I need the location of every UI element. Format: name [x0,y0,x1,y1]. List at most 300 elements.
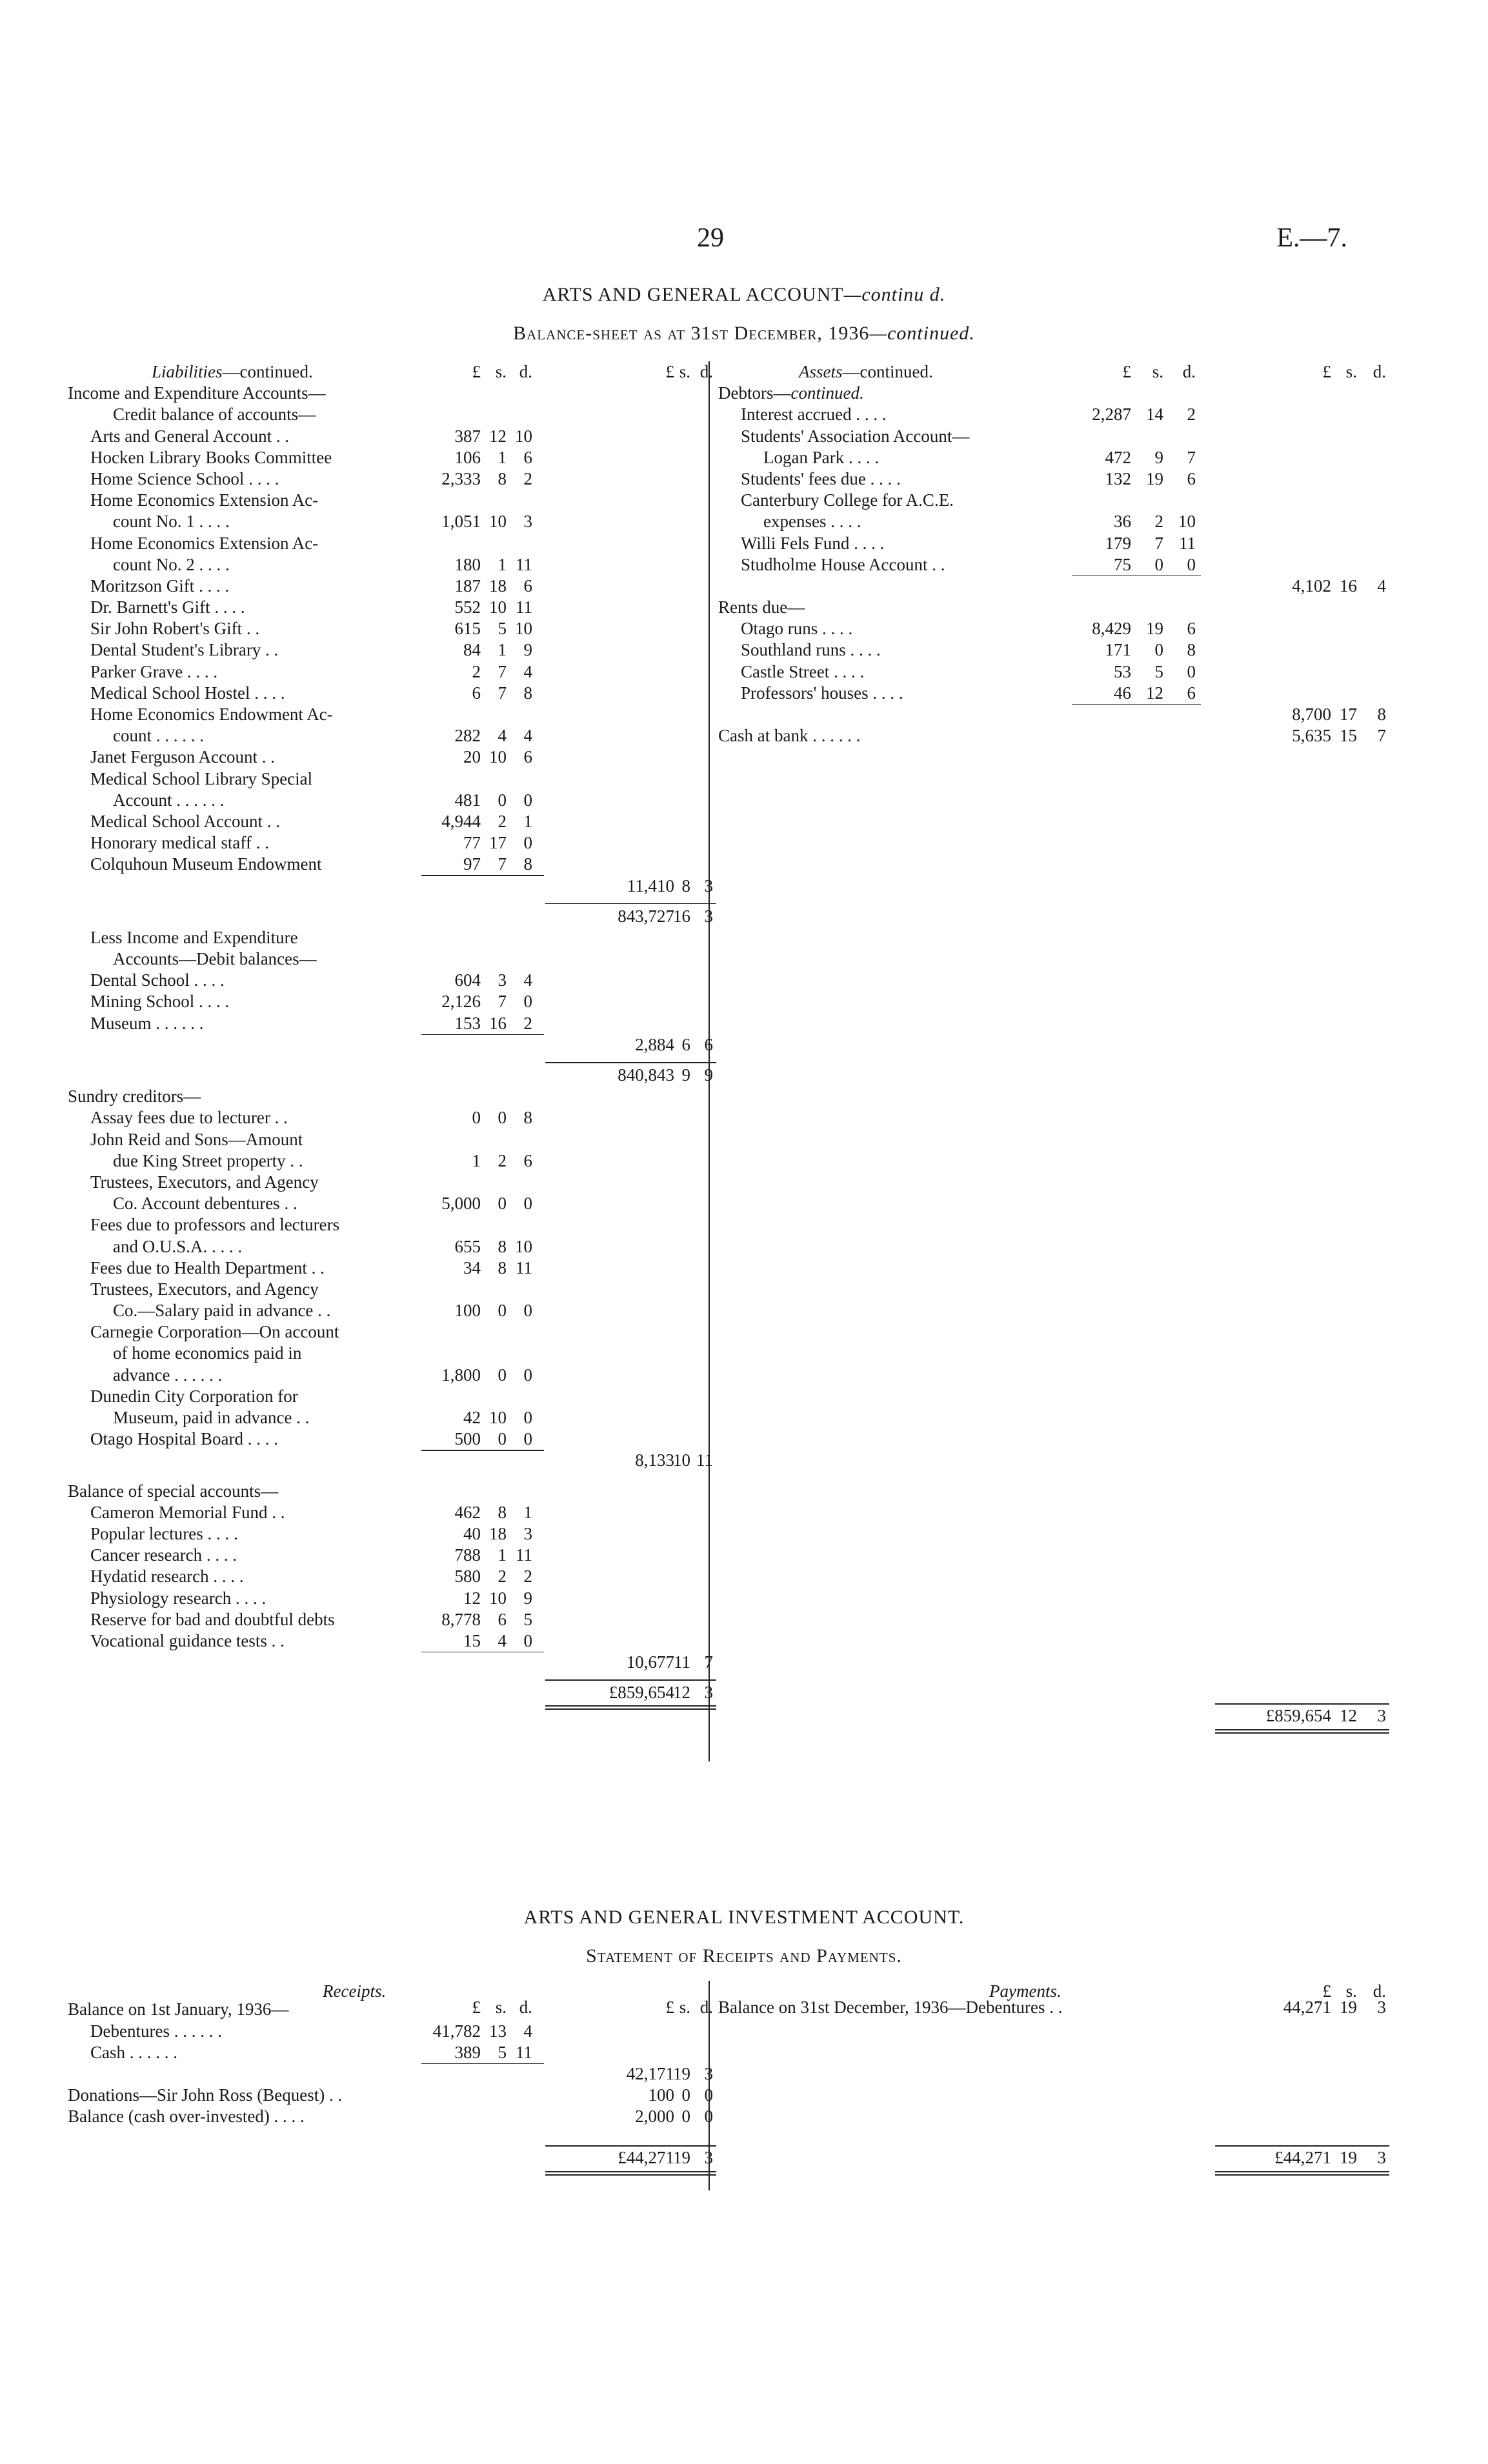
amount-pounds: 4,944 [441,811,481,831]
grand-total-pence: 3 [1377,1706,1386,1725]
row-label: Janet Ferguson Account . . [90,747,275,767]
grand-total-pounds: £859,654 [1265,1706,1331,1725]
amount-pounds: 472 [1105,447,1131,467]
ledger-row [68,1365,700,1386]
amount-pence: 6 [523,447,532,467]
ledger-row [68,533,700,554]
ledger-row [68,576,700,597]
amount-shillings: 10 [489,597,507,617]
total-shillings: 0 [681,2107,690,2127]
total-pence: 7 [1377,726,1386,746]
amount-pence: 4 [523,2021,532,2041]
amount-pounds: 132 [1105,468,1131,488]
amount-shillings: 2 [498,1567,507,1587]
row-label: of home economics paid in [113,1343,302,1363]
ledger-row [68,704,700,725]
amount-pounds: 2,333 [441,468,481,488]
row-label: Southland runs . . . . [741,640,881,660]
amount-pounds: 171 [1105,640,1131,660]
amount-pounds: 8,778 [441,1609,481,1629]
receipts-header: Receipts. [323,1981,387,2001]
total-rule [1215,1703,1389,1705]
amount-pence: 10 [1178,512,1196,532]
ledger-row [68,876,713,897]
amount-pence: 11 [1179,533,1196,553]
ledger-row [718,426,1363,447]
row-label: Co.—Salary paid in advance . . [113,1301,331,1321]
amount-pence: 0 [523,1630,532,1650]
total-rule [545,1679,716,1681]
amount-pounds: 44,271 [1283,1998,1331,2018]
total-pounds: 4,102 [1292,576,1331,596]
receipts-grand-total [68,2145,713,2171]
amount-pounds: 15 [463,1630,481,1650]
grand-total-pence: 3 [704,2148,713,2167]
row-label: Sundry creditors— [68,1087,201,1107]
row-label: Medical School Hostel . . . . [90,683,285,703]
row-label: and O.U.S.A. . . . . [113,1236,243,1256]
amount-shillings: 19 [1340,1998,1357,2018]
amount-shillings: 4 [498,726,507,746]
row-label: Otago Hospital Board . . . . [90,1429,278,1449]
amount-pence: 0 [523,1301,532,1321]
row-label: Co. Account debentures . . [113,1194,297,1214]
row-label: Arts and General Account . . [90,426,290,446]
ledger-row [68,468,700,490]
ledger-row [718,404,1363,425]
ledger-row [718,639,1363,661]
row-label: Dental School . . . . [90,970,225,990]
amount-pence: 0 [523,1194,532,1214]
total-pence: 3 [704,1683,713,1703]
amount-shillings: 12 [489,426,507,446]
amount-pounds: 180 [454,554,481,574]
amount-shillings: 2 [498,811,507,831]
ledger-row [68,1523,700,1545]
ledger-row [68,404,700,425]
amount-pounds: 36 [1114,512,1131,532]
total-pence: 11 [696,1450,713,1470]
col-head-total-pence: d. [699,1998,713,2018]
ledger-row [68,1107,700,1128]
total-pounds: 2,884 [635,1034,674,1054]
section2-title: ARTS AND GENERAL INVESTMENT ACCOUNT. [523,1907,965,1928]
ledger-row [68,1129,700,1150]
ledger-row [68,554,700,576]
amount-shillings: 7 [1154,533,1163,553]
ledger-row [68,1999,700,2020]
ledger-row [68,1545,700,1566]
amount-shillings: 19 [1146,468,1163,488]
amount-pounds: 0 [472,1108,481,1128]
ledger-row [68,447,700,468]
amount-pence: 0 [523,1365,532,1385]
col-head-total-pounds: £ [1322,362,1331,381]
amount-pounds: 1 [472,1150,481,1170]
amount-pence: 4 [523,726,532,746]
total-shillings: 16 [1340,576,1357,596]
amount-pence: 1 [523,811,532,831]
amount-pence: 4 [523,970,532,990]
ledger-row [68,661,700,683]
amount-shillings: 10 [489,512,507,532]
total-pence: 3 [704,906,713,926]
ledger-row [68,1652,713,1673]
ledger-row [718,576,1386,597]
row-label: Donations—Sir John Ross (Bequest) . . [68,2085,343,2105]
row-label: Parker Grave . . . . [90,661,218,681]
amount-pounds: 187 [454,576,481,596]
col-head-shillings: s. [495,1998,507,2018]
amount-shillings: 4 [498,1630,507,1650]
row-label: Balance of special accounts— [68,1481,279,1501]
col-head-total-shillings: s. [1345,362,1357,381]
amount-pounds: 2,126 [441,992,481,1012]
ledger-row [68,1257,700,1279]
amount-pence: 6 [523,747,532,767]
total-pence: 3 [704,2063,713,2083]
amount-pounds: 77 [463,833,481,853]
row-label: Dental Student's Library . . [90,640,279,660]
total-rule [545,2174,716,2176]
total-pence: 0 [704,2085,713,2105]
ledger-row [68,790,700,811]
amount-shillings: 6 [498,1609,507,1629]
row-label: Students' fees due . . . . [741,468,901,488]
row-label: Castle Street . . . . [741,661,865,681]
total-pounds: 8,700 [1292,705,1331,724]
row-label: Willi Fels Fund . . . . [741,533,885,553]
row-label: Assay fees due to lecturer . . [90,1108,288,1128]
ledger-row [68,597,700,618]
total-pounds: 843,727 [618,906,674,926]
amount-pounds: 615 [454,619,481,639]
row-label: Fees due to Health Department . . [90,1257,325,1277]
amount-pence: 6 [523,1150,532,1170]
row-label: Cash at bank . . . . . . [718,726,861,746]
ledger-row [68,1588,700,1609]
row-label: Less Income and Expenditure [90,927,298,947]
total-pence: 8 [1377,705,1386,724]
total-rule [545,1708,716,1710]
ledger-row [68,1566,700,1587]
amount-pence: 11 [516,1545,532,1565]
row-label: Credit balance of accounts— [113,405,316,425]
amount-pence: 0 [523,790,532,810]
amount-shillings: 0 [498,1108,507,1128]
amount-pence: 11 [516,554,532,574]
col-head-total-shillings: s. [679,362,690,381]
amount-shillings: 0 [498,1194,507,1214]
ledger-row [68,1450,713,1471]
ledger-row [68,1502,700,1523]
row-label: Debentures . . . . . . [90,2021,222,2041]
amount-shillings: 5 [1154,661,1163,681]
grand-total-shillings: 19 [1340,2148,1357,2167]
amount-pence: 8 [523,854,532,874]
total-shillings: 12 [673,1683,690,1703]
amount-pounds: 389 [454,2042,481,2062]
column-divider [709,361,710,1761]
amount-shillings: 0 [498,1365,507,1385]
row-label: Fees due to professors and lecturers [90,1215,340,1235]
grand-total-shillings: 19 [673,2148,690,2167]
row-label: Balance (cash over-invested) . . . . [68,2107,305,2127]
row-label: Logan Park . . . . [763,447,880,467]
ledger-row [68,768,700,790]
ledger-row [68,2106,713,2127]
amount-pounds: 8,429 [1092,619,1131,639]
ledger-row [68,948,700,970]
assets-header: Assets—continued. [799,362,933,381]
amount-pence: 1 [523,1502,532,1522]
amount-pounds: 12 [463,1588,481,1608]
ledger-row [68,1386,700,1407]
total-rule [1215,1732,1389,1734]
total-pounds: 100 [648,2085,674,2105]
total-rule [545,2145,716,2147]
amount-pounds: 53 [1114,661,1131,681]
row-label: count No. 1 . . . . [113,512,230,532]
row-label: Sir John Robert's Gift . . [90,619,260,639]
row-label: Balance on 1st January, 1936— [68,1999,289,2019]
ledger-row [68,490,700,511]
amount-pounds: 1,800 [441,1365,481,1385]
row-label: Cancer research . . . . [90,1545,237,1565]
ledger-row [718,447,1363,468]
amount-pounds: 153 [454,1013,481,1033]
amount-pence: 2 [1187,405,1196,425]
ledger-row [68,1193,700,1214]
payments-grand-total [718,2145,1396,2171]
ledger-row [68,927,700,948]
ledger-row [68,1481,700,1502]
ledger-row [68,683,700,704]
col-head-pounds: £ [472,362,481,381]
amount-pounds: 6 [472,683,481,703]
amount-pence: 11 [516,1257,532,1277]
row-label: Account . . . . . . [113,790,225,810]
amount-shillings: 10 [489,747,507,767]
ledger-row [68,1630,700,1652]
amount-shillings: 16 [489,1013,507,1033]
ledger-row [68,2063,713,2085]
total-shillings: 17 [1340,705,1357,724]
amount-pence: 11 [516,2042,532,2062]
row-label: Mining School . . . . [90,992,230,1012]
section2-subtitle: Statement of Receipts and Payments. [586,1945,902,1967]
amount-pence: 8 [1187,640,1196,660]
amount-shillings: 5 [498,619,507,639]
col-head-pounds: £ [1122,362,1131,381]
amount-pence: 8 [523,1108,532,1128]
row-label: Professors' houses . . . . [741,683,903,703]
ledger-row [718,468,1363,490]
total-pence: 7 [704,1652,713,1672]
ledger-row [68,1279,700,1300]
total-rule [545,903,716,905]
ledger-row [68,1407,700,1428]
row-label: Honorary medical staff . . [90,833,269,853]
total-shillings: 19 [673,2063,690,2083]
ledger-row [68,1086,700,1107]
row-label: Trustees, Executors, and Agency [90,1172,319,1192]
col-head-shillings: s. [1152,362,1163,381]
total-rule [545,1705,716,1707]
amount-pence: 2 [523,1013,532,1033]
row-label: Medical School Account . . [90,811,280,831]
total-pence: 3 [704,876,713,896]
amount-pence: 11 [516,597,532,617]
total-pence: 4 [1377,576,1386,596]
total-pounds: 10,677 [626,1652,674,1672]
col-head-total-pence: d. [1372,362,1386,381]
row-label: Reserve for bad and doubtful debts [90,1609,335,1629]
total-shillings: 9 [681,1065,690,1085]
total-rule [1215,2174,1389,2176]
grand-total-pounds: £44,271 [618,2148,674,2167]
col-head-pence: d. [519,362,532,381]
amount-pence: 4 [523,661,532,681]
amount-pence: 2 [523,468,532,488]
col-head-pence: d. [1372,1981,1386,2001]
amount-shillings: 8 [498,1236,507,1256]
row-label: Rents due— [718,597,805,617]
ledger-row [718,683,1363,704]
amount-pounds: 75 [1114,554,1131,574]
row-label: count No. 2 . . . . [113,554,230,574]
ledger-row [68,1609,700,1630]
amount-shillings: 0 [498,1429,507,1449]
amount-shillings: 8 [498,468,507,488]
amount-shillings: 9 [1154,447,1163,467]
row-label: Cameron Memorial Fund . . [90,1502,285,1522]
ledger-row [68,2042,700,2063]
amount-shillings: 10 [489,1408,507,1427]
total-pence: 9 [704,1065,713,1085]
liabilities-header-row [68,361,713,383]
amount-pence: 6 [1187,683,1196,703]
total-rule [545,2171,716,2172]
amount-pence: 3 [523,512,532,532]
amount-shillings: 18 [489,1523,507,1543]
ledger-row [68,811,700,832]
assets-column [718,361,1386,1725]
row-label: Studholme House Account . . [741,554,945,574]
row-label: Dunedin City Corporation for [90,1386,298,1406]
ledger-row [68,746,700,768]
total-pounds: 11,410 [627,876,674,896]
amount-pence: 0 [523,1408,532,1427]
total-pounds: 840,843 [618,1065,674,1085]
amount-pence: 0 [523,1429,532,1449]
amount-shillings: 8 [498,1257,507,1277]
ledger-row [68,832,700,854]
ledger-row [718,533,1363,554]
amount-pounds: 387 [454,426,481,446]
amount-shillings: 1 [498,447,507,467]
amount-pounds: 179 [1105,533,1131,553]
amount-pounds: 84 [463,640,481,660]
ledger-row [68,618,700,639]
ledger-row [68,1343,700,1364]
total-shillings: 15 [1340,726,1357,746]
total-pence: 6 [704,1034,713,1054]
row-label: Moritzson Gift . . . . [90,576,230,596]
amount-shillings: 2 [498,1150,507,1170]
row-label: Physiology research . . . . [90,1588,266,1608]
amount-pounds: 46 [1114,683,1131,703]
amount-pence: 0 [1187,554,1196,574]
ledger-row [718,618,1363,639]
ledger-row [68,1034,713,1056]
total-pounds: 42,171 [626,2063,674,2083]
ledger-row [718,661,1363,683]
total-rule [1215,2145,1389,2147]
receipts-column [68,1981,713,2167]
amount-pounds: 2 [472,661,481,681]
amount-shillings: 7 [498,661,507,681]
amount-pounds: 40 [463,1523,481,1543]
grand-total-pence: 3 [1377,2148,1386,2167]
row-label: Carnegie Corporation—On account [90,1322,339,1342]
amount-shillings: 1 [498,1545,507,1565]
amount-pounds: 1,051 [441,512,481,532]
row-label: Trustees, Executors, and Agency [90,1279,319,1299]
col-head-total-pence: d. [699,362,713,381]
row-label: Cash . . . . . . [90,2042,177,2062]
row-label: Income and Expenditure Accounts— [68,383,326,403]
total-rule [1215,2171,1389,2172]
amount-shillings: 1 [498,640,507,660]
amount-shillings: 2 [1154,512,1163,532]
ledger-row [68,1150,700,1172]
total-pounds: 5,635 [1292,726,1331,746]
row-label: Home Economics Extension Ac- [90,533,319,553]
amount-shillings: 1 [498,554,507,574]
ledger-row [718,1997,1386,2018]
total-pence: 0 [704,2107,713,2127]
amount-pounds: 106 [454,447,481,467]
row-label: Hocken Library Books Committee [90,447,332,467]
amount-pence: 9 [523,1588,532,1608]
ledger-row [68,1300,700,1321]
ledger-row [68,1065,713,1086]
row-label: Dr. Barnett's Gift . . . . [90,597,245,617]
total-pounds: 8,133 [635,1450,674,1470]
total-shillings: 10 [673,1450,690,1470]
amount-pence: 7 [1187,447,1196,467]
page-reference: E.—7. [1276,223,1347,253]
assets-header-row [718,361,1386,383]
ledger-row [68,725,700,746]
amount-pence: 0 [523,833,532,853]
row-label: Accounts—Debit balances— [113,949,317,969]
amount-pounds: 580 [454,1567,481,1587]
amount-pounds: 97 [463,854,481,874]
row-label: Popular lectures . . . . [90,1523,238,1543]
total-rule [1215,1729,1389,1730]
amount-pence: 6 [1187,619,1196,639]
ledger-row [68,1214,700,1236]
amount-pence: 3 [523,1523,532,1543]
ledger-row [68,1428,700,1450]
amount-shillings: 13 [489,2021,507,2041]
amount-pounds: 41,782 [432,2021,481,2041]
ledger-row [68,1013,700,1034]
ledger-row [68,2085,713,2106]
total-shillings: 6 [681,1034,690,1054]
